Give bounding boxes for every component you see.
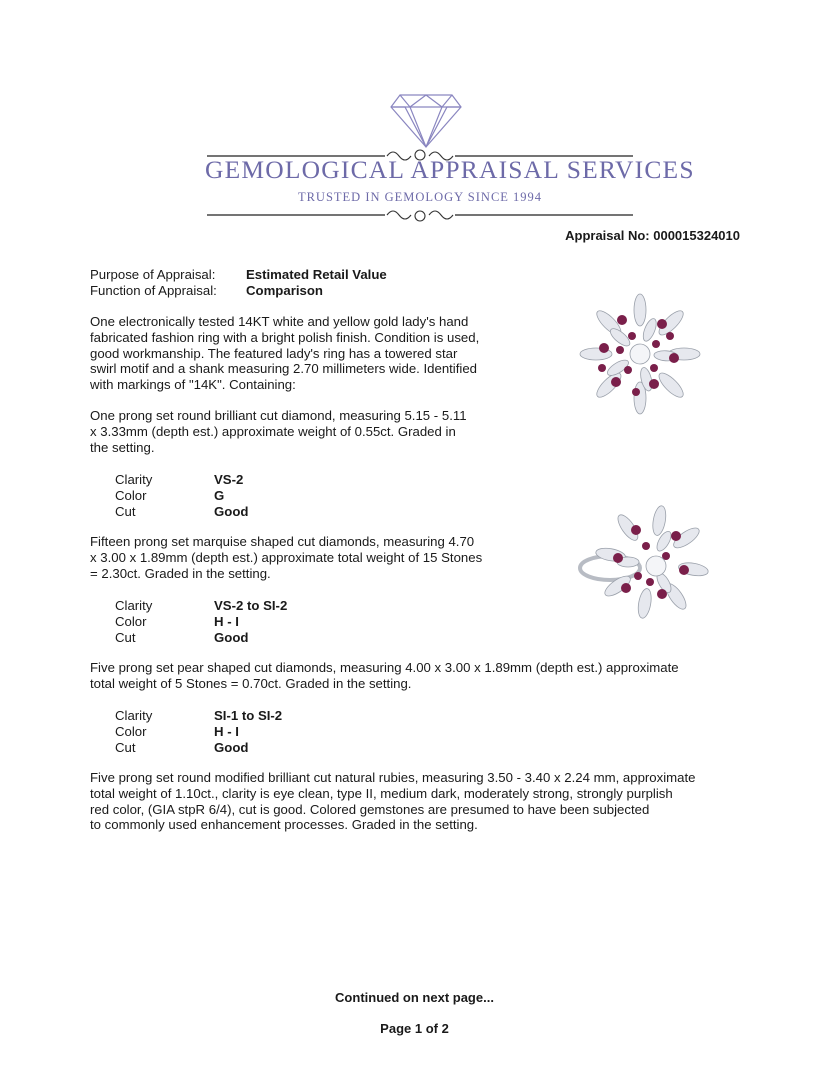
spec-value: Good [214, 503, 249, 519]
ring-photo-side [570, 500, 710, 629]
stone-description: Five prong set round modified brilliant cut natural rubies, measuring 3.50 - 3.40 x 2.24 mm, approximate total weight of 1.10ct., clarity is eye clean, type II, medium dark, moderately strong, strongly purplish red color, (GIA stpR 6/4), cut is good. Colored gemstones are presumed to have been subjected to commonly used enhancement processes. Graded in the setting. [90, 770, 696, 833]
spec-label: Clarity [115, 708, 153, 723]
item-description: One electronically tested 14KT white and yellow gold lady's hand fabricated fashion ring with a bright polish finish. Condition is used, good workmanship. The featured lady's ring has a towered star swirl motif and a shank measuring 2.70 millimeters wide. Identified with markings of "14K". Containing: [90, 314, 480, 393]
purpose-value: Estimated Retail Value [246, 267, 387, 282]
page-number: Page 1 of 2 [380, 1021, 449, 1036]
stone-specs [115, 598, 287, 645]
ring-photo-top [575, 292, 705, 421]
spec-row-color [115, 724, 282, 740]
spec-row-cut [115, 630, 287, 646]
spec-label: Cut [115, 629, 136, 645]
spec-label: Clarity [115, 598, 153, 613]
spec-label: Cut [115, 503, 136, 519]
spec-value: Good [214, 739, 249, 755]
stone-specs [115, 472, 248, 519]
function-label: Function of Appraisal: [90, 282, 217, 298]
spec-label: Color [115, 487, 147, 503]
spec-row-cut [115, 740, 282, 756]
stone-description: Five prong set pear shaped cut diamonds, measuring 4.00 x 3.00 x 1.89mm (depth est.) approximate total weight of 5 Stones = 0.70ct. Graded in the setting. [90, 660, 679, 691]
function-row [90, 283, 387, 299]
spec-row-clarity [115, 708, 282, 724]
ring-image [575, 292, 705, 417]
spec-value: Good [214, 629, 249, 645]
stone-description: Fifteen prong set marquise shaped cut diamonds, measuring 4.70 x 3.00 x 1.89mm (depth est.) approximate total weight of 15 Stones = 2.30ct. Graded in the setting. [90, 534, 483, 581]
spec-label: Cut [115, 739, 136, 755]
stone-description: One prong set round brilliant cut diamond, measuring 5.15 - 5.11 x 3.33mm (depth est.) approximate weight of 0.55ct. Graded in the setting. [90, 408, 467, 455]
spec-value: VS-2 to SI-2 [214, 598, 288, 613]
stone-specs [115, 708, 282, 755]
spec-row-cut [115, 504, 248, 520]
spec-value: G [214, 487, 225, 503]
appraisal-number: Appraisal No: 000015324010 [565, 228, 740, 243]
spec-value: VS-2 [214, 472, 244, 487]
spec-label: Clarity [115, 472, 153, 487]
continued-note: Continued on next page... [335, 990, 494, 1005]
purpose-block [90, 267, 387, 299]
purpose-row [90, 267, 387, 283]
spec-row-clarity [115, 598, 287, 614]
ring-image [570, 500, 710, 625]
spec-value: SI-1 to SI-2 [214, 708, 283, 723]
spec-label: Color [115, 613, 147, 629]
company-tagline: TRUSTED IN GEMOLOGY SINCE 1994 [297, 190, 543, 204]
function-value: Comparison [246, 282, 323, 298]
spec-row-color [115, 488, 248, 504]
spec-value: H - I [214, 723, 239, 739]
spec-value: H - I [214, 613, 239, 629]
company-name: GEMOLOGICAL APPRAISAL SERVICES [205, 155, 695, 184]
spec-label: Color [115, 723, 147, 739]
spec-row-clarity [115, 472, 248, 488]
purpose-label: Purpose of Appraisal: [90, 267, 216, 282]
spec-row-color [115, 614, 287, 630]
